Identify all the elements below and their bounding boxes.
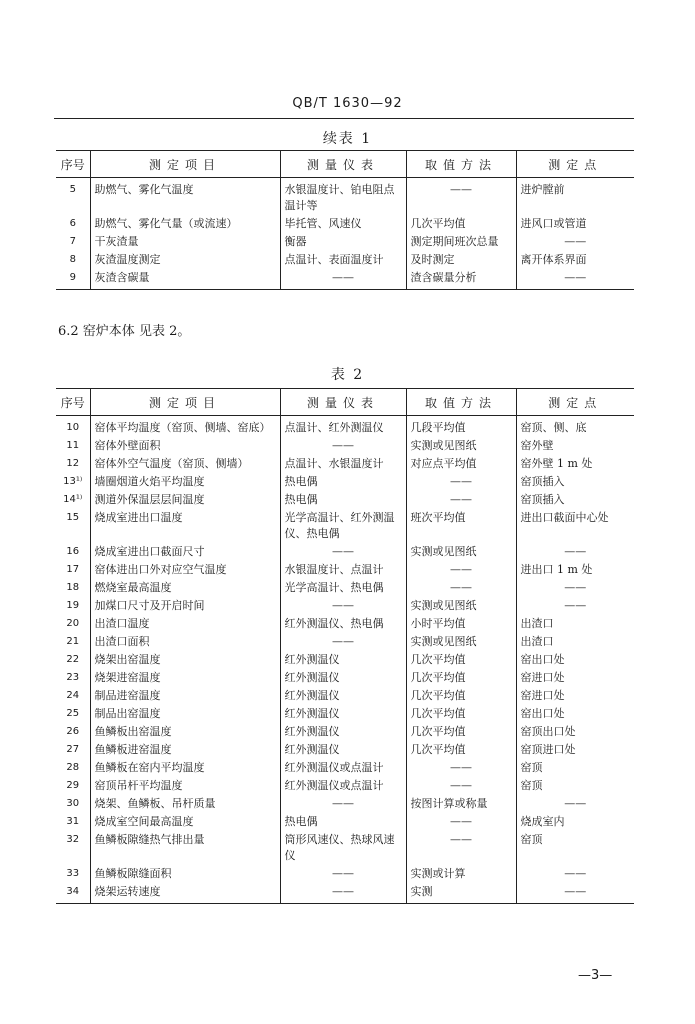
row-index: 7 (69, 236, 76, 247)
table-row (56, 269, 634, 290)
row-instrument: 热电偶 (280, 473, 406, 491)
row-instrument: 红外测温仪 (280, 705, 406, 723)
row-method: —— (406, 777, 516, 795)
row-instrument: 点温计、表面温度计 (280, 251, 406, 269)
row-method: —— (406, 831, 516, 865)
row-instrument: 点温计、红外测温仪 (280, 416, 406, 438)
table-row (56, 615, 634, 633)
row-item: 制品进窑温度 (90, 687, 280, 705)
table-row (56, 865, 634, 883)
row-index: 20 (66, 618, 80, 629)
table2-body (56, 416, 634, 904)
row-point: 进风口或管道 (516, 215, 634, 233)
row-method: 几次平均值 (406, 215, 516, 233)
col-header-point: 测定点 (516, 389, 634, 416)
row-point: —— (516, 795, 634, 813)
row-item: 烧架出窑温度 (90, 651, 280, 669)
table-row (56, 723, 634, 741)
row-index: 26 (66, 726, 80, 737)
row-item: 测道外保温层层间温度 (90, 491, 280, 509)
row-item: 灰渣温度测定 (90, 251, 280, 269)
table-row (56, 543, 634, 561)
row-index: 32 (66, 834, 80, 845)
row-point: 窑顶、侧、底 (516, 416, 634, 438)
row-item: 加煤口尺寸及开启时间 (90, 597, 280, 615)
row-instrument: 光学高温计、红外测温仪、热电偶 (280, 509, 406, 543)
row-instrument: 热电偶 (280, 813, 406, 831)
row-index: 33 (66, 868, 80, 879)
row-index: 29 (66, 780, 80, 791)
table-row (56, 178, 634, 216)
row-point: 窑顶插入 (516, 491, 634, 509)
row-item: 出渣口面积 (90, 633, 280, 651)
row-method: 几次平均值 (406, 687, 516, 705)
row-item: 烧架进窑温度 (90, 669, 280, 687)
col-header-index: 序号 (56, 389, 90, 416)
row-instrument: 水银温度计、铂电阻点温计等 (280, 178, 406, 216)
row-item: 灰渣含碳量 (90, 269, 280, 290)
row-method: 实测或见图纸 (406, 543, 516, 561)
row-item: 烧架运转速度 (90, 883, 280, 904)
row-point: 窑顶 (516, 831, 634, 865)
row-method: 测定期间班次总量 (406, 233, 516, 251)
table-row (56, 233, 634, 251)
row-method: 小时平均值 (406, 615, 516, 633)
row-point: 进出口截面中心处 (516, 509, 634, 543)
row-point: —— (516, 269, 634, 290)
table2-caption: 表 2 (330, 367, 365, 383)
table-row (56, 473, 634, 491)
col-header-index: 序号 (56, 151, 90, 178)
table-row (56, 759, 634, 777)
row-method: —— (406, 561, 516, 579)
row-item: 窑体外空气温度（窑顶、侧墙） (90, 455, 280, 473)
row-item: 窑顶吊杆平均温度 (90, 777, 280, 795)
header-rule (54, 118, 634, 119)
row-index: 16 (66, 546, 80, 557)
table-row (56, 651, 634, 669)
row-method: 对应点平均值 (406, 455, 516, 473)
row-instrument: 毕托管、风速仪 (280, 215, 406, 233)
row-instrument: 红外测温仪 (280, 741, 406, 759)
row-point: 窑外壁 1 m 处 (516, 455, 634, 473)
row-method: —— (406, 491, 516, 509)
table-row (56, 437, 634, 455)
col-header-method: 取值方法 (406, 151, 516, 178)
row-item: 窑体进出口外对应空气温度 (90, 561, 280, 579)
row-method: 实测或见图纸 (406, 633, 516, 651)
table-row (56, 705, 634, 723)
table-1 (56, 150, 634, 290)
row-instrument: —— (280, 597, 406, 615)
row-method: 实测或计算 (406, 865, 516, 883)
row-index: 28 (66, 762, 80, 773)
row-item: 烧成室空间最高温度 (90, 813, 280, 831)
row-point: —— (516, 883, 634, 904)
row-instrument: 红外测温仪 (280, 687, 406, 705)
row-method: 按图计算或称量 (406, 795, 516, 813)
row-point: 窑顶 (516, 759, 634, 777)
row-point: —— (516, 543, 634, 561)
row-instrument: —— (280, 437, 406, 455)
row-index: 19 (66, 600, 80, 611)
row-item: 鱼鳞板隙缝热气排出量 (90, 831, 280, 865)
row-instrument: 光学高温计、热电偶 (280, 579, 406, 597)
row-point: 窑顶插入 (516, 473, 634, 491)
table-row (56, 251, 634, 269)
row-method: 几段平均值 (406, 416, 516, 438)
row-item: 制品出窑温度 (90, 705, 280, 723)
row-item: 墙圈烟道火焰平均温度 (90, 473, 280, 491)
row-item: 窑体平均温度（窑顶、侧墙、窑底） (90, 416, 280, 438)
row-index: 11 (66, 440, 80, 451)
row-instrument: —— (280, 865, 406, 883)
row-index: 34 (56, 883, 90, 904)
row-method: 渣含碳量分析 (406, 269, 516, 290)
table1-body (56, 178, 634, 290)
row-method: —— (406, 473, 516, 491)
row-index: 31 (66, 816, 80, 827)
row-instrument: —— (280, 543, 406, 561)
row-index: 14¹⁾ (63, 494, 83, 505)
row-point: 窑外壁 (516, 437, 634, 455)
row-item: 烧成室进出口截面尺寸 (90, 543, 280, 561)
row-instrument: 红外测温仪、热电偶 (280, 615, 406, 633)
table-row (56, 831, 634, 865)
row-instrument: 红外测温仪或点温计 (280, 759, 406, 777)
row-item: 窑体外壁面积 (90, 437, 280, 455)
table-row (56, 813, 634, 831)
row-method: 几次平均值 (406, 669, 516, 687)
row-point: 窑顶进口处 (516, 741, 634, 759)
row-index: 13¹⁾ (63, 476, 83, 487)
standard-code: QB/T 1630—92 (292, 96, 403, 111)
row-method: 班次平均值 (406, 509, 516, 543)
table-row (56, 491, 634, 509)
row-point: —— (516, 233, 634, 251)
table-row (56, 741, 634, 759)
col-header-item: 测定项目 (90, 389, 280, 416)
row-point: —— (516, 597, 634, 615)
row-point: 窑出口处 (516, 651, 634, 669)
row-item: 鱼鳞板在窑内平均温度 (90, 759, 280, 777)
row-index: 10 (66, 422, 80, 433)
row-method: 及时测定 (406, 251, 516, 269)
row-method: —— (406, 759, 516, 777)
row-index: 6 (69, 218, 76, 229)
row-index: 9 (56, 269, 90, 290)
row-instrument: —— (280, 883, 406, 904)
row-index: 27 (66, 744, 80, 755)
row-index: 18 (66, 582, 80, 593)
row-instrument: 红外测温仪 (280, 723, 406, 741)
row-item: 烧成室进出口温度 (90, 509, 280, 543)
table-row (56, 579, 634, 597)
row-instrument: 红外测温仪或点温计 (280, 777, 406, 795)
row-index: 17 (66, 564, 80, 575)
row-instrument: 水银温度计、点温计 (280, 561, 406, 579)
row-item: 鱼鳞板进窑温度 (90, 741, 280, 759)
table1-header-row (56, 151, 634, 178)
row-index: 24 (66, 690, 80, 701)
table-row (56, 455, 634, 473)
table-row (56, 795, 634, 813)
row-method: —— (406, 579, 516, 597)
row-point: 窑出口处 (516, 705, 634, 723)
row-item: 助燃气、雾化气温度 (90, 178, 280, 216)
row-instrument: —— (280, 795, 406, 813)
col-header-item: 测定项目 (90, 151, 280, 178)
row-method: —— (406, 178, 516, 216)
row-point: 烧成室内 (516, 813, 634, 831)
section-6-2: 6.2 窑炉本体 见表 2。 (58, 324, 191, 339)
row-item: 鱼鳞板出窑温度 (90, 723, 280, 741)
table-row (56, 561, 634, 579)
table-row (56, 687, 634, 705)
row-point: —— (516, 579, 634, 597)
table2-header-row (56, 389, 634, 416)
table-row (56, 509, 634, 543)
row-method: 几次平均值 (406, 741, 516, 759)
table-row (56, 416, 634, 438)
row-item: 干灰渣量 (90, 233, 280, 251)
col-header-point: 测定点 (516, 151, 634, 178)
row-item: 助燃气、雾化气量（或流速） (90, 215, 280, 233)
row-point: 进炉膛前 (516, 178, 634, 216)
row-instrument: —— (280, 269, 406, 290)
row-method: 实测或见图纸 (406, 597, 516, 615)
row-index: 30 (66, 798, 80, 809)
row-index: 15 (66, 512, 80, 523)
row-item: 鱼鳞板隙缝面积 (90, 865, 280, 883)
col-header-instrument: 测量仪表 (280, 389, 406, 416)
row-index: 21 (66, 636, 80, 647)
table1-caption: 续表 1 (322, 131, 373, 147)
row-instrument: 衡器 (280, 233, 406, 251)
row-instrument: 红外测温仪 (280, 651, 406, 669)
row-point: 窑进口处 (516, 687, 634, 705)
row-instrument: —— (280, 633, 406, 651)
row-point: 窑顶出口处 (516, 723, 634, 741)
table-row (56, 215, 634, 233)
row-instrument: 点温计、水银温度计 (280, 455, 406, 473)
row-index: 5 (69, 184, 76, 195)
row-method: 几次平均值 (406, 723, 516, 741)
row-method: 几次平均值 (406, 705, 516, 723)
row-index: 8 (69, 254, 76, 265)
col-header-instrument: 测量仪表 (280, 151, 406, 178)
row-instrument: 热电偶 (280, 491, 406, 509)
row-point: 出渣口 (516, 615, 634, 633)
row-index: 23 (66, 672, 80, 683)
table-row (56, 777, 634, 795)
row-point: 出渣口 (516, 633, 634, 651)
row-point: 窑顶 (516, 777, 634, 795)
row-point: 进出口 1 m 处 (516, 561, 634, 579)
row-item: 燃烧室最高温度 (90, 579, 280, 597)
row-index: 22 (66, 654, 80, 665)
table-row (56, 669, 634, 687)
row-item: 烧架、鱼鳞板、吊杆质量 (90, 795, 280, 813)
table-row (56, 597, 634, 615)
row-point: 窑进口处 (516, 669, 634, 687)
row-method: 实测 (406, 883, 516, 904)
row-point: 离开体系界面 (516, 251, 634, 269)
table-row (56, 883, 634, 904)
row-instrument: 红外测温仪 (280, 669, 406, 687)
row-index: 12 (66, 458, 80, 469)
row-method: 实测或见图纸 (406, 437, 516, 455)
table-row (56, 633, 634, 651)
row-item: 出渣口温度 (90, 615, 280, 633)
row-point: —— (516, 865, 634, 883)
row-method: —— (406, 813, 516, 831)
table-2 (56, 388, 634, 904)
row-instrument: 筒形风速仪、热球风速仪 (280, 831, 406, 865)
row-index: 25 (66, 708, 80, 719)
row-method: 几次平均值 (406, 651, 516, 669)
page-number: —3— (578, 968, 613, 983)
col-header-method: 取值方法 (406, 389, 516, 416)
